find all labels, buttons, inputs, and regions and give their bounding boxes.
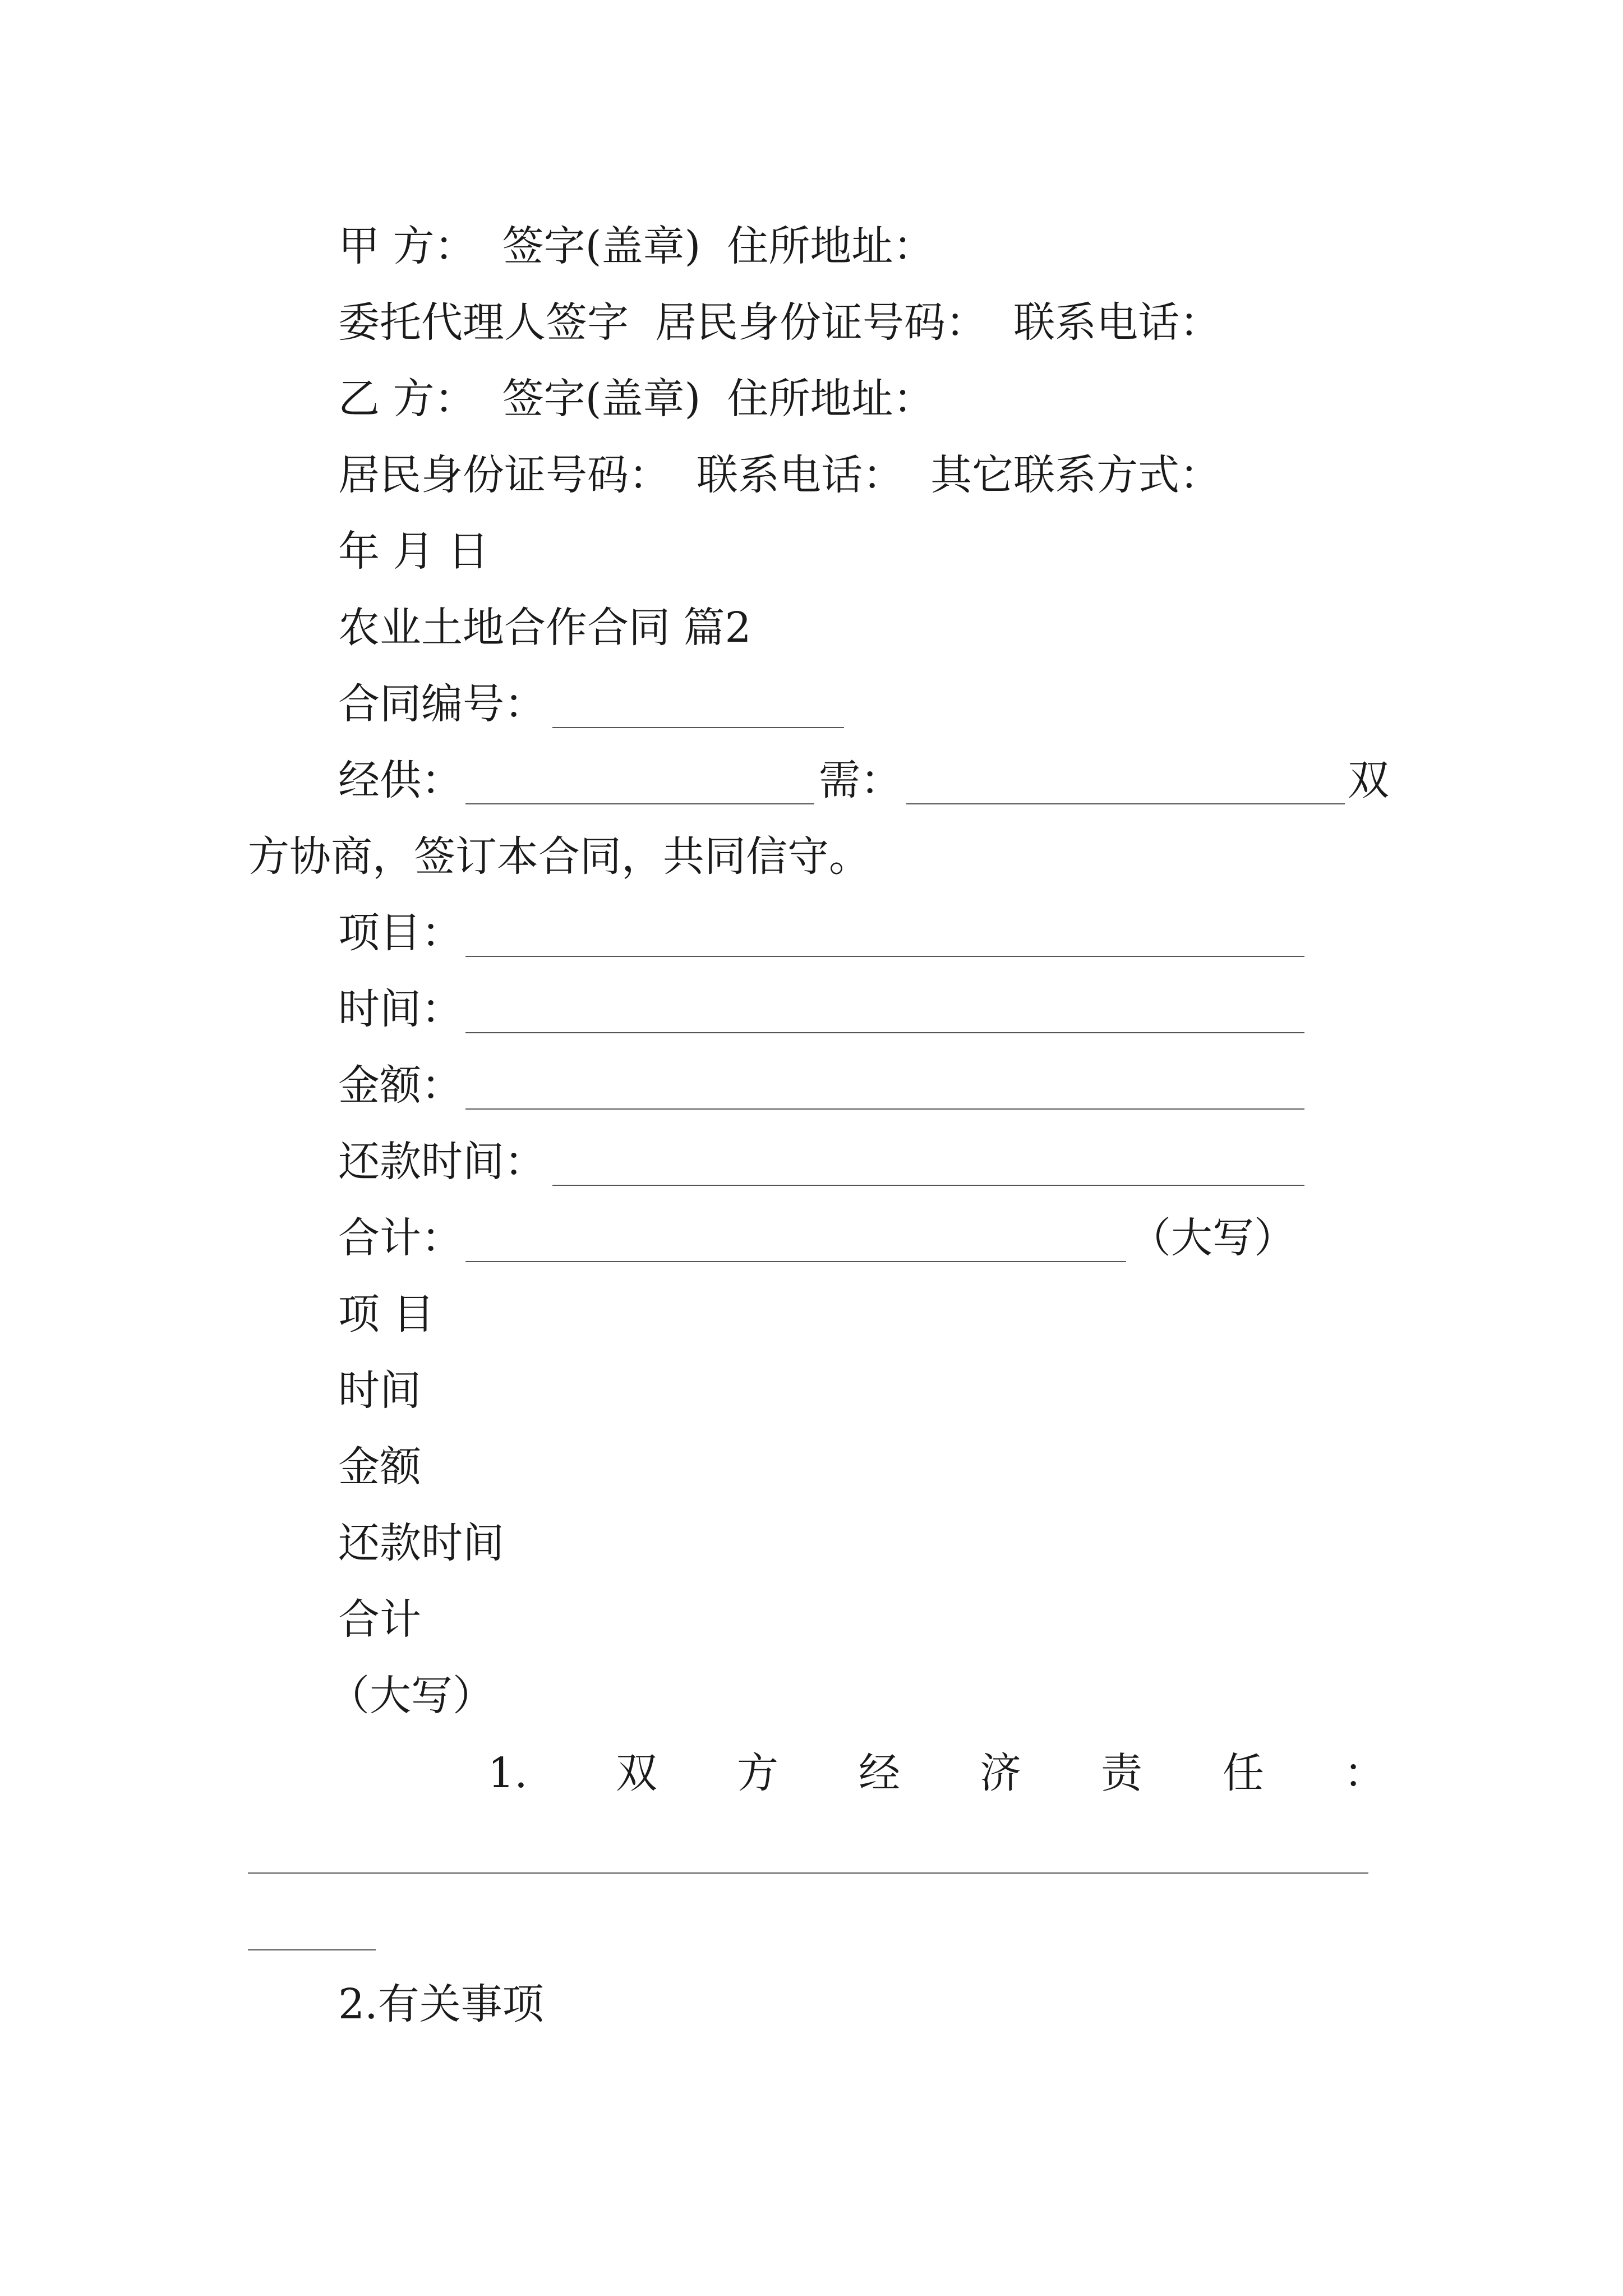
demand-blank[interactable] [906,803,1345,804]
project-blank[interactable] [465,956,1304,957]
amount-label: 金额： [338,1061,463,1110]
demand-label: 需： [819,756,902,804]
time-blank[interactable] [465,1032,1304,1033]
clause1-blank-line-2[interactable] [248,1949,376,1950]
party-a-address: 住所地址： [727,222,935,270]
agent-id: 居民身份证号码： [655,298,988,347]
party-b-other: 其它联系方式： [930,451,1221,499]
party-a-line [338,222,935,270]
party-b-line [338,375,935,423]
supply-label: 经供： [338,756,463,804]
clause1-char-6: 责 [1101,1749,1142,1797]
clause1-blank-line-1[interactable] [248,1872,1368,1874]
agent-phone: 联系电话： [1013,298,1221,347]
party-a-sign: 签字(盖章) [502,222,701,270]
time-label: 时间： [338,985,463,1033]
table-time: 时间 [338,1366,421,1415]
party-b-contact-line [338,451,1221,499]
party-b-address: 住所地址： [727,375,935,423]
project-label: 项目： [338,909,463,957]
repay-time-label: 还款时间： [338,1138,546,1186]
total-caps-label: （大写） [1129,1214,1295,1262]
party-b-phone: 联系电话： [697,451,905,499]
table-repay-time: 还款时间 [338,1519,504,1567]
clause1-char-2: 双 [616,1749,657,1797]
contract-no-blank[interactable] [552,727,844,728]
section-title: 农业土地合作合同 篇2 [338,604,751,652]
table-total: 合计 [338,1595,421,1644]
both-char: 双 [1348,756,1389,804]
party-b-id: 居民身份证号码： [338,451,670,499]
amount-blank[interactable] [465,1108,1304,1110]
clause1-char-3: 方 [737,1749,778,1797]
supply-blank[interactable] [465,803,814,804]
clause1-char-7: 任 [1223,1749,1264,1797]
intro-continuation: 方协商，签订本合同，共同信守。 [248,832,870,881]
table-project: 项 目 [338,1290,435,1338]
contract-no-label: 合同编号： [338,680,546,728]
repay-time-blank[interactable] [552,1185,1304,1186]
party-b-label: 乙 方： [338,375,476,423]
clause1-char-8: ： [1344,1749,1385,1797]
clause1-char-1: 1. [488,1749,528,1797]
party-b-sign: 签字(盖章) [502,375,701,423]
clause1-char-4: 经 [859,1749,900,1797]
clause2: 2.有关事项 [338,1980,544,2028]
clause1-char-5: 济 [980,1749,1021,1797]
date-line: 年 月 日 [338,527,490,576]
agent-sign: 委托代理人签字 [338,298,629,347]
agent-line [338,298,1221,347]
table-total-caps: （大写） [328,1672,494,1720]
total-blank[interactable] [465,1261,1126,1262]
table-amount: 金额 [338,1443,421,1491]
party-a-label: 甲 方： [338,222,476,270]
total-label: 合计： [338,1214,463,1262]
